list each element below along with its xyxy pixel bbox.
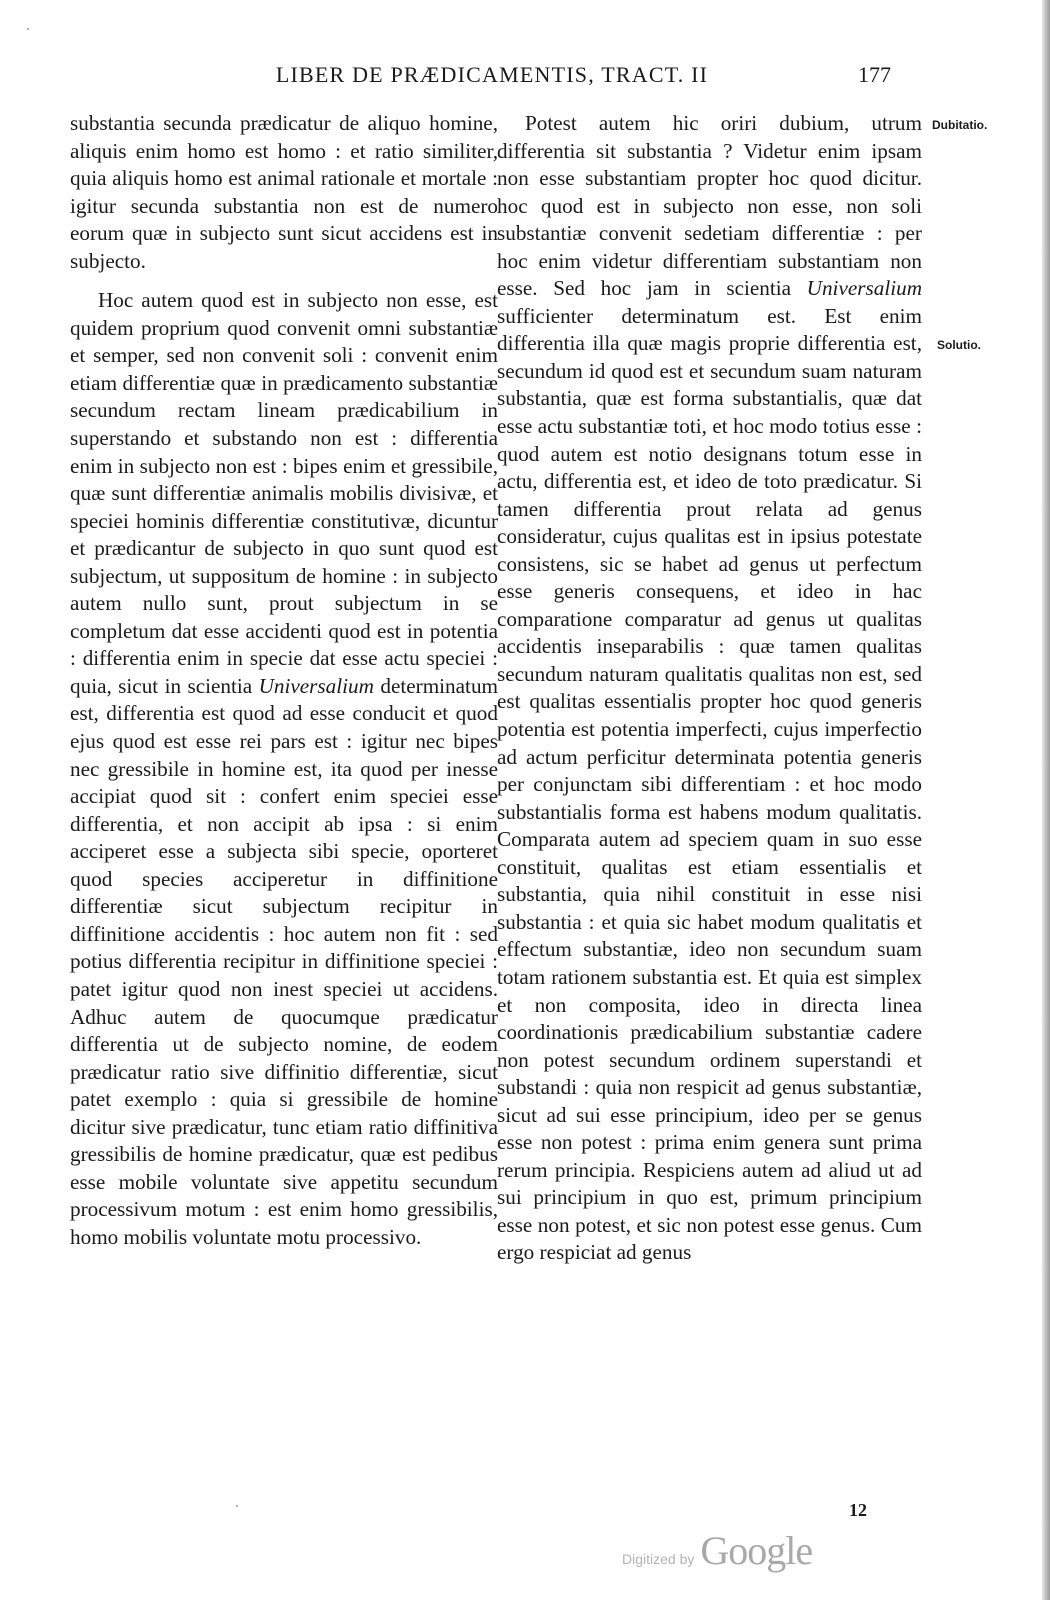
running-head: LIBER DE PRÆDICAMENTIS, TRACT. II (275, 62, 709, 87)
page-edge (1042, 0, 1050, 1600)
page-number: 177 (858, 62, 891, 87)
paragraph (70, 287, 498, 1251)
italic-title: Universalium (258, 673, 374, 698)
marginal-note-dubitatio: Dubitatio. (932, 118, 988, 132)
right-column (497, 110, 922, 1267)
digitized-by-label: Digitized by (622, 1551, 695, 1567)
paragraph (497, 110, 922, 1267)
text-run: Hoc autem quod est in subjecto non esse, est quidem proprium quod convenit omni substantiæ et semper, sed non convenit soli : convenit enim etiam differentiæ quæ in prædicamento substantiæ secundum rectam lineam prædicabilium in superstando et substando non est : differentia enim in subjecto non est : bipes enim et gressibile, quæ sunt differentiæ animalis mobilis divisivæ, et speciei hominis differentiæ constitutivæ, dicuntur et prædicantur de subjecto in quo sunt quod est subjectum, ut suppositum de homine : in subjecto autem nullo sunt, prout subjectum in se completum dat esse accidenti quod est in potentia : differentia enim in specie dat esse actu speciei : quia, sicut in scientia (70, 288, 498, 698)
speck (27, 28, 29, 30)
speck (236, 1505, 238, 1507)
digitized-watermark (622, 1527, 812, 1574)
text-run: Potest autem hic oriri dubium, utrum differentia sit substantia ? Videtur enim ipsam non esse substantiam propter hoc quod dicitur. hoc quod est in subjecto non esse, non soli substantiæ convenit sedetiam differentiæ : per hoc enim videtur differentiam substantiam non esse. Sed hoc jam in scientia (497, 111, 922, 301)
left-column (70, 110, 498, 1251)
text-run: sufficienter determinatum est. Est enim differentia illa quæ magis proprie differentia est, secundum id quod est et secundum suam naturam substantia, quæ est forma substantialis, quæ dat esse actu substantiæ toti, et hoc modo totius esse : quod autem est notio designans totum esse in actu, differentia est, et ideo de toto prædicatur. Si tamen differentia prout relata ad genus consideratur, cujus qualitas est in ipsius potestate consistens, sic se habet ad genus ut perfectum esse generis consequens, et ideo in hac comparatione comparatur ad genus ut qualitas accidentis inseparabilis : quæ tamen qualitas secundum naturam qualitatis qualitas non est, sed est qualitas essentialis propter hoc quod generis potentia est potentia imperfecti, cujus imperfectio ad actum perficitur determinata potentia generis per conjunctam sibi differentiam : et hoc modo substantialis forma est habens modum qualitatis. Comparata autem ad speciem quam in suo esse constituit, qualitas est etiam essentialis et substantia, quia nihil constituit in esse nisi substantia : et quia sic habet modum qualitatis et effectum substantiæ, ideo non secundum suam totam rationem substantia est. Et quia est simplex et non composita, ideo in directa linea coordinationis prædicabilium substantiæ cadere non potest secundum ordinem superstandi et substandi : quia non respicit ad genus substantiæ, sicut ad sui esse principium, ideo per se genus esse non potest : prima enim genera sunt prima rerum principia. Respiciens autem ad aliud ut ad sui principium in quo est, primum principium esse non potest, et sic non potest esse genus. Cum ergo respiciat ad genus (497, 303, 922, 1265)
paragraph-gap (70, 275, 498, 287)
text-run: determinatum est, differentia est quod ad esse conducit et quod ejus quod est esse rei pars est : igitur nec bipes nec gressibile in homine est, ita quod per inesse accipiat quod sit : confert enim speciei esse differentia, et non accipit ab ipsa : si enim acciperet esse a subjecta sibi specie, oporteret quod species acciperetur in diffinitione differentiæ sicut subjectum recipitur in diffinitione accidentis : hoc autem non fit : sed potius differentia recipitur in diffinitione speciei : patet igitur quod non inest speciei ut accidens. Adhuc autem de quocumque prædicatur differentia ut de subjecto nomine, de eodem prædicatur ratio sive diffinitio differentiæ, sicut patet exemplo : quia si gressibile de homine dicitur sive prædicatur, tunc etiam ratio diffinitiva gressibilis de homine prædicatur, quæ est pedibus esse mobile voluntate sive appetitu secundum processivum motum : est enim homo gressibilis, homo mobilis voluntate motu processivo. (70, 673, 499, 1249)
signature-mark: 12 (849, 1500, 867, 1520)
italic-title: Universalium (806, 276, 922, 301)
paragraph: substantia secunda prædicatur de aliquo homine, aliquis enim homo est homo : et ratio similiter, quia aliquis homo est animal rationale et mortale : igitur secunda substantia non est de numero eorum quæ in subjecto sunt sicut accidens est in subjecto. (70, 111, 498, 273)
google-logo: Google (700, 1528, 813, 1573)
marginal-note-solutio: Solutio. (937, 338, 981, 352)
